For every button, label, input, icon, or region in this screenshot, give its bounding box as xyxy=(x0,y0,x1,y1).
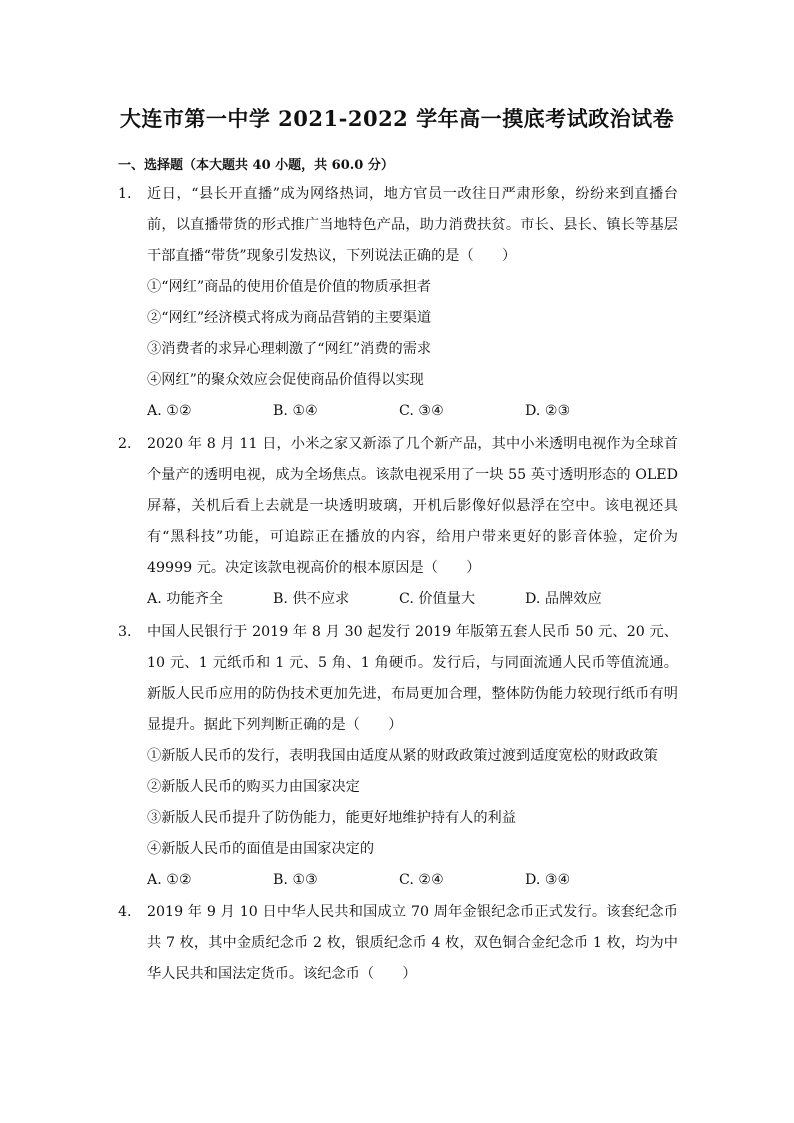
question-2 xyxy=(118,429,678,615)
question-stem: 2019 年 9 月 10 日中华人民共和国成立 70 周年金银纪念币正式发行。该套纪念币共 7 枚，其中金质纪念币 2 枚，银质纪念币 4 枚，双色铜合金纪念币 1 枚，均为中华人民共和国法定货币。该纪念币（ ） xyxy=(147,904,678,982)
answer-options xyxy=(147,396,678,427)
option-c[interactable]: C. 价值量大 xyxy=(399,591,476,607)
question-4 xyxy=(118,897,678,990)
exam-title: 大连市第一中学 2021-2022 学年高一摸底考试政治试卷 xyxy=(119,106,675,131)
option-a[interactable]: A. ①② xyxy=(147,872,192,888)
question-number: 2. xyxy=(118,436,132,452)
question-stem: 2020 年 8 月 11 日，小米之家又新添了几个新产品，其中小米透明电视作为全球首个量产的透明电视，成为全场焦点。该款电视采用了一块 55 英寸透明形态的 OLED 屏幕，关机后看上去就是一块透明玻璃，开机后影像好似悬浮在空中。该电视还具有“黑科技”功能，可追踪正在播放的内容，给用户带来更好的影音体验，定价为 49999 元。决定该款电视高价的根本原因是（ ） xyxy=(147,436,678,576)
option-c[interactable]: C. ③④ xyxy=(399,403,444,419)
question-3 xyxy=(118,617,678,896)
question-stem: 近日，“县长开直播”成为网络热词，地方官员一改往日严肃形象，纷纷来到直播台前，以直播带货的形式推广当地特色产品，助力消费扶贫。市长、县长、镇长等基层干部直播“带货”现象引发热议，下列说法正确的是（ ） xyxy=(147,186,678,264)
statement: ①“网红”商品的使用价值是价值的物质承担者 xyxy=(147,279,432,295)
question-number: 4. xyxy=(118,904,132,920)
option-a[interactable]: A. 功能齐全 xyxy=(147,591,224,607)
statement: ③消费者的求异心理刺激了“网红”消费的需求 xyxy=(147,341,432,357)
answer-options xyxy=(147,865,678,896)
answer-options xyxy=(147,584,678,615)
option-d[interactable]: D. ②③ xyxy=(525,403,571,419)
question-stem: 中国人民银行于 2019 年 8 月 30 起发行 2019 年版第五套人民币 50 元、20 元、10 元、1 元纸币和 1 元、5 角、1 角硬币。发行后，与同面流通人民币等值流通。新版人民币应用的防伪技术更加先进，布局更加合理，整体防伪能力较现行纸币有明显提升。据此下列判断正确的是（ ） xyxy=(147,624,678,733)
statement: ①新版人民币的发行，表明我国由适度从紧的财政政策过渡到适度宽松的财政政策 xyxy=(147,748,658,764)
option-b[interactable]: B. 供不应求 xyxy=(273,591,350,607)
question-number: 1. xyxy=(118,186,132,202)
option-d[interactable]: D. ③④ xyxy=(525,872,571,888)
option-a[interactable]: A. ①② xyxy=(147,403,192,419)
statement: ②“网红”经济模式将成为商品营销的主要渠道 xyxy=(147,310,432,326)
section-header: 一、选择题（本大题共 40 小题，共 60.0 分） xyxy=(118,158,394,173)
statement: ②新版人民币的购买力由国家决定 xyxy=(147,779,360,795)
question-1 xyxy=(118,179,678,427)
option-b[interactable]: B. ①④ xyxy=(273,403,318,419)
option-b[interactable]: B. ①③ xyxy=(273,872,318,888)
statement: ④新版人民币的面值是由国家决定的 xyxy=(147,841,375,857)
option-d[interactable]: D. 品牌效应 xyxy=(525,591,602,607)
option-c[interactable]: C. ②④ xyxy=(399,872,444,888)
question-number: 3. xyxy=(118,624,132,640)
statement: ④网红”的聚众效应会促使商品价值得以实现 xyxy=(147,372,424,388)
statement: ③新版人民币提升了防伪能力，能更好地维护持有人的利益 xyxy=(147,810,516,826)
